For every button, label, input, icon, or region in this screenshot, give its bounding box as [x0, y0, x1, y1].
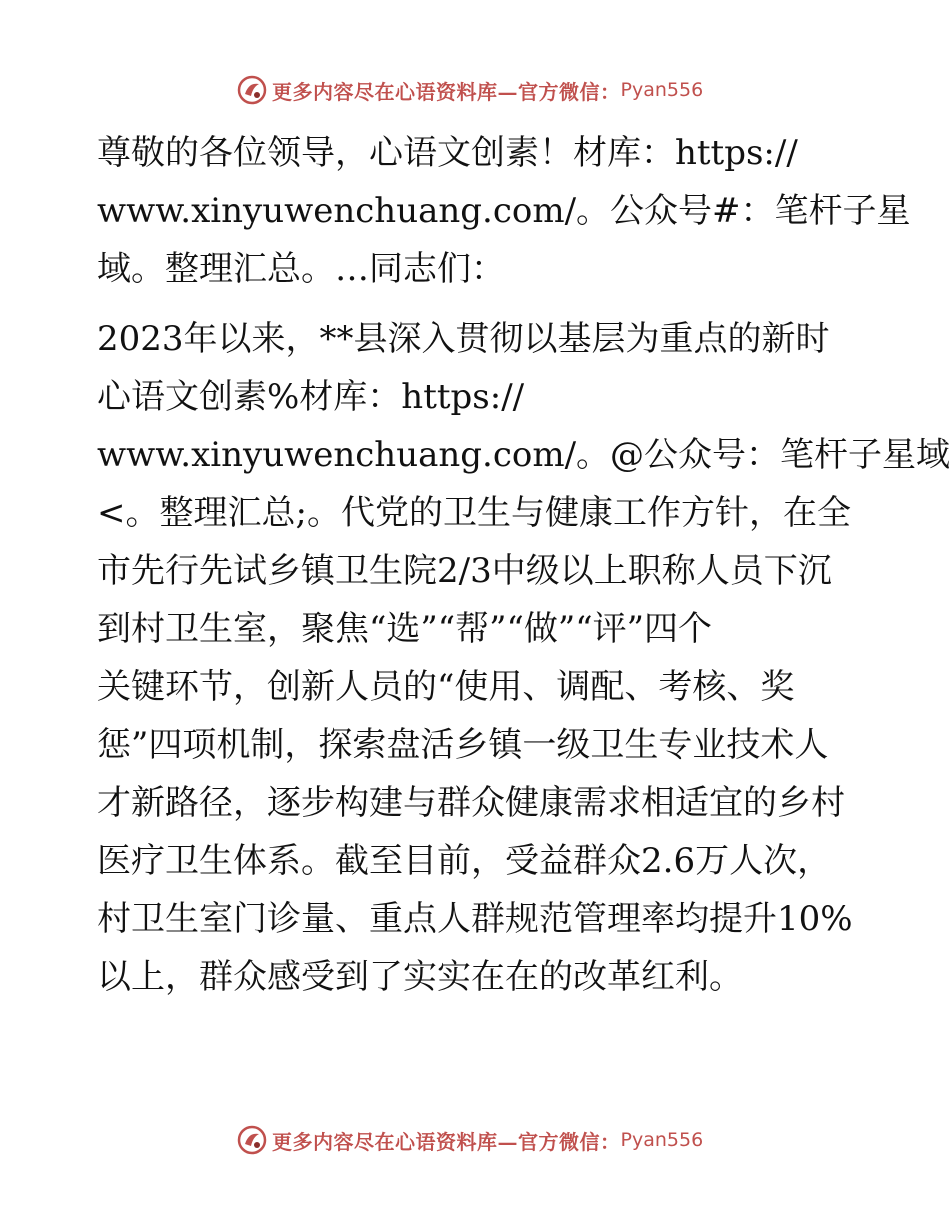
text-line: 惩”四项机制，探索盘活乡镇一级卫生专业技术人: [97, 725, 829, 765]
text-line: 到村卫生室，聚焦“选”“帮”“做”“评”四个: [97, 609, 713, 649]
document-body: [97, 124, 950, 1006]
footer-banner: [236, 1123, 703, 1157]
footer-banner-wechat: Pyan556: [620, 1129, 704, 1151]
header-banner: [236, 73, 703, 107]
text-line: www.xinyuwenchuang.com/。@公众号：笔杆子星域: [97, 435, 950, 475]
text-line: 心语文创素%材库：https://: [97, 377, 525, 417]
red-swirl-logo-icon: [236, 1124, 268, 1156]
paragraph-greeting: [97, 124, 911, 298]
text-line: 关键环节，创新人员的“使用、调配、考核、奖: [97, 667, 795, 707]
text-line: 市先行先试乡镇卫生院2/3中级以上职称人员下沉: [97, 551, 832, 591]
text-line: 以上，群众感受到了实实在在的改革红利。: [97, 957, 743, 997]
text-line: www.xinyuwenchuang.com/。公众号#：笔杆子星: [97, 191, 911, 231]
footer-banner-text: 更多内容尽在心语资料库—官方微信：: [272, 1129, 621, 1154]
text-line: <。整理汇总;。代党的卫生与健康工作方针，在全: [97, 493, 851, 533]
text-line: 才新路径，逐步构建与群众健康需求相适宜的乡村: [97, 783, 845, 823]
text-line: 医疗卫生体系。截至目前，受益群众2.6万人次，: [97, 841, 832, 881]
text-line: 村卫生室门诊量、重点人群规范管理率均提升10%: [97, 899, 853, 939]
red-swirl-logo-icon: [236, 74, 268, 106]
paragraph-main: [97, 310, 950, 1006]
text-line: 尊敬的各位领导，心语文创素！材库：https://: [97, 133, 798, 173]
text-line: 域。整理汇总。…同志们：: [97, 249, 505, 289]
text-line: 2023年以来，**县深入贯彻以基层为重点的新时: [97, 319, 830, 359]
header-banner-text: 更多内容尽在心语资料库—官方微信：: [272, 79, 621, 104]
header-banner-wechat: Pyan556: [620, 79, 704, 101]
